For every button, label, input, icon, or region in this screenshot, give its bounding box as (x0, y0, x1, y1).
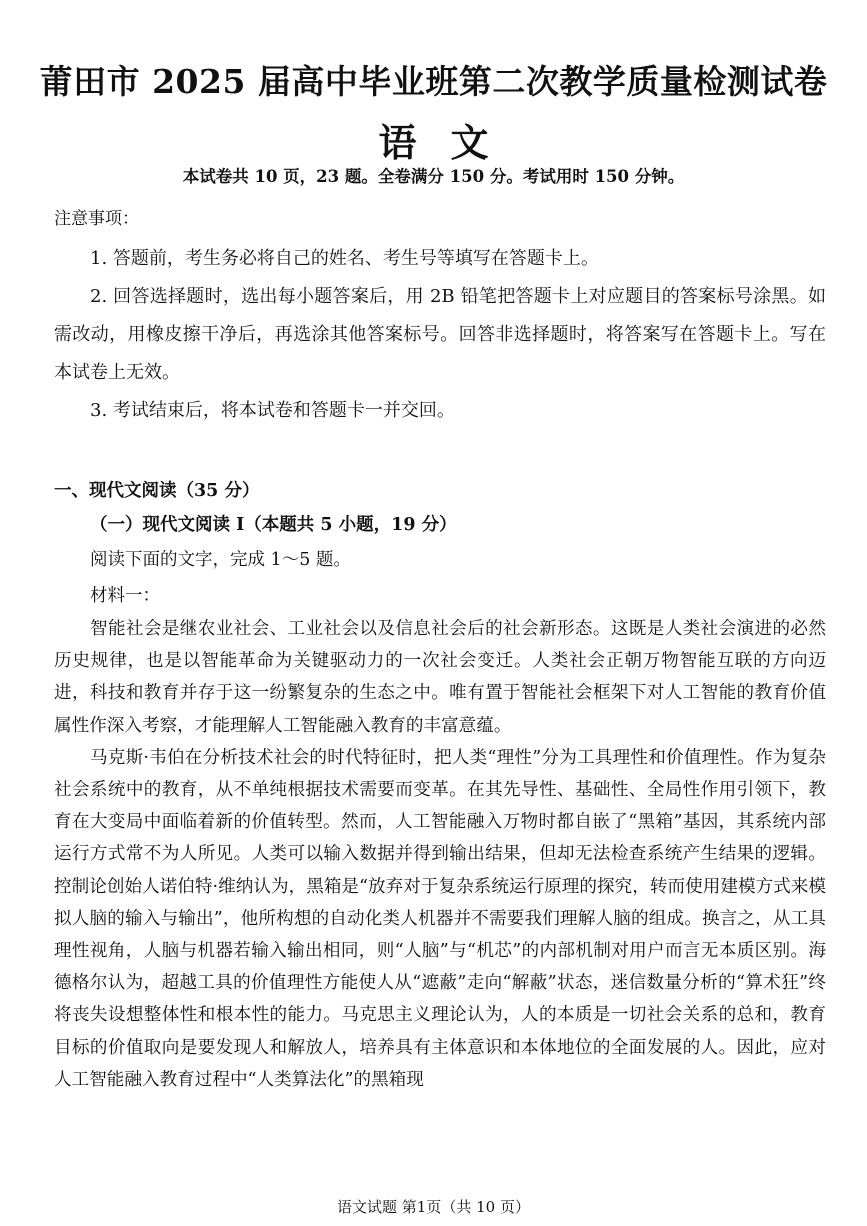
material-label: 材料一： (90, 586, 160, 606)
notice-item: 2. 回答选择题时，选出每小题答案后，用 2B 铅笔把答题卡上对应题目的答案标号涂黑。如需改动，用橡皮擦干净后，再选涂其他答案标号。回答非选择题时，将答案写在答题卡上。写在本试卷上无效。 (54, 286, 826, 383)
exam-title: 莆田市 2025 届高中毕业班第二次教学质量检测试卷 (39, 62, 828, 101)
notice-item: 1. 答题前，考生务必将自己的姓名、考生号等填写在答题卡上。 (90, 248, 599, 269)
sub-section-heading: （一）现代文阅读 I（本题共 5 小题，19 分） (90, 515, 457, 535)
notice-list (54, 240, 826, 430)
subject-title: 语文 (378, 120, 523, 165)
material-paragraph: 智能社会是继农业社会、工业社会以及信息社会后的社会新形态。这既是人类社会演进的必然历史规律，也是以智能革命为关键驱动力的一次社会变迁。人类社会正朝万物智能互联的方向迈进，科技和教育并存于这一纷繁复杂的生态之中。唯有置于智能社会框架下对人工智能的教育价值属性作深入考察，才能理解人工智能融入教育的丰富意蕴。 (54, 619, 826, 736)
material-body (54, 613, 826, 1096)
exam-meta-info: 本试卷共 10 页，23 题。全卷满分 150 分。考试用时 150 分钟。 (182, 167, 685, 186)
material-paragraph: 马克斯·韦伯在分析技术社会的时代特征时，把人类“理性”分为工具理性和价值理性。作为复杂社会系统中的教育，从不单纯根据技术需要而变革。在其先导性、基础性、全局性作用引领下，教育在大变局中面临着新的价值转型。然而，人工智能融入万物时都自嵌了“黑箱”基因，其系统内部运行方式常不为人所见。人类可以输入数据并得到输出结果，但却无法检查系统产生结果的逻辑。控制论创始人诺伯特·维纳认为，黑箱是“放弃对于复杂系统运行原理的探究，转而使用建模方式来模拟人脑的输入与输出”，他所构想的自动化类人机器并不需要我们理解人脑的组成。换言之，从工具理性视角，人脑与机器若输入输出相同，则“人脑”与“机芯”的内部机制对用户而言无本质区别。海德格尔认为，超越工具的价值理性方能使人从“遮蔽”走向“解蔽”状态，迷信数量分析的“算术狂”终将丧失设想整体性和根本性的能力。马克思主义理论认为，人的本质是一切社会关系的总和，教育目标的价值取向是要发现人和解放人，培养具有主体意识和本体地位的全面发展的人。因此，应对人工智能融入教育过程中“人类算法化”的黑箱现 (54, 747, 826, 1090)
page-footer: 语文试题 第1页（共 10 页） (337, 1198, 530, 1216)
notice-item: 3. 考试结束后，将本试卷和答题卡一并交回。 (90, 400, 455, 421)
reading-instruction: 阅读下面的文字，完成 1～5 题。 (90, 550, 351, 570)
section-heading: 一、现代文阅读（35 分） (54, 481, 260, 501)
notice-heading: 注意事项： (54, 209, 139, 229)
